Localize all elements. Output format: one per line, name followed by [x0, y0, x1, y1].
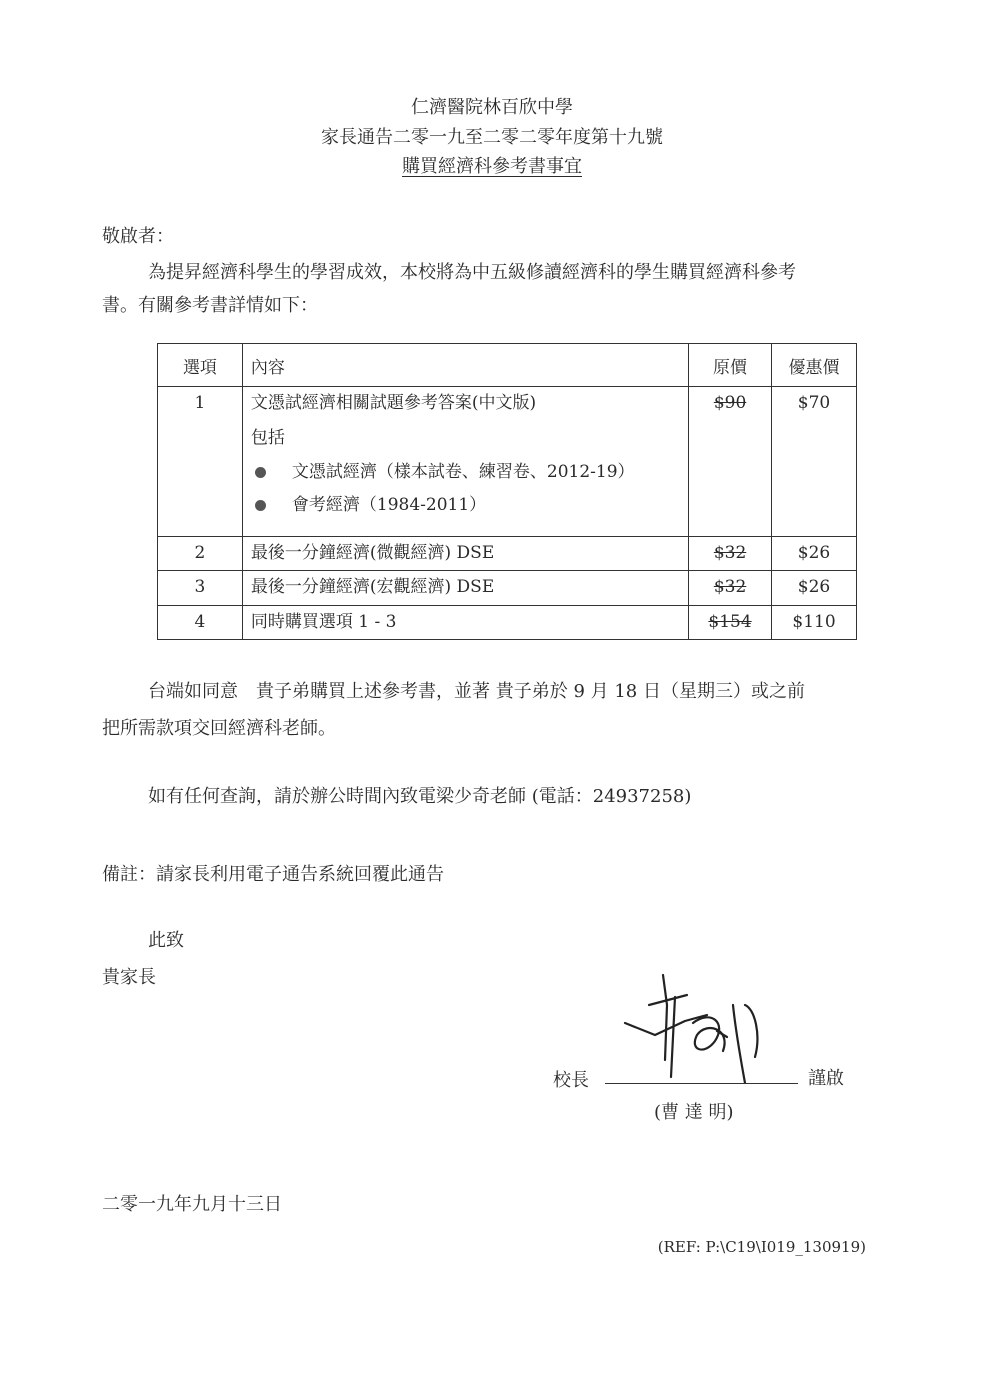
row-title: 文憑試經濟相關試題參考答案(中文版)	[250, 393, 537, 413]
handwritten-signature	[615, 965, 775, 1095]
intro-line-2: 書。有關參考書詳情如下：	[102, 295, 318, 316]
reference-book-table	[157, 343, 857, 640]
signatory-title: 校長	[553, 1070, 589, 1091]
row-content: 同時購買選項 1 - 3	[242, 605, 688, 639]
reference-code: (REF: P:\C19\I019_130919)	[657, 1238, 866, 1256]
original-price-strikethrough: $90	[713, 393, 747, 413]
consent-line-2: 把所需款項交回經濟科老師。	[102, 718, 336, 739]
header-original-price: 原價	[689, 344, 772, 387]
closing-line-1: 此致	[148, 930, 184, 951]
school-name: 仁濟醫院林百欣中學	[411, 97, 573, 118]
original-price-strikethrough: $32	[713, 543, 747, 563]
row-option: 4	[158, 605, 243, 639]
row-discount-price: $26	[772, 571, 857, 605]
row-discount-price: $26	[772, 537, 857, 571]
consent-line-1: 台端如同意 貴子弟購買上述參考書，並著 貴子弟於 9 月 18 日（星期三）或之前	[148, 681, 805, 702]
notice-date: 二零一九年九月十三日	[102, 1194, 282, 1215]
bullet-text: 會考經濟（1984-2011）	[291, 494, 487, 515]
enquiry-text: 如有任何查詢，請於辦公時間內致電梁少奇老師 (電話：24937258)	[148, 786, 692, 807]
includes-label: 包括	[250, 428, 285, 449]
bullet-icon	[255, 500, 266, 511]
list-item	[251, 495, 680, 516]
table-row	[158, 605, 857, 639]
table-row	[158, 571, 857, 605]
row-content	[242, 387, 688, 537]
header-discount-price: 優惠價	[772, 344, 857, 387]
header-content: 內容	[242, 344, 688, 387]
row-original-price	[689, 387, 772, 537]
original-price-strikethrough: $154	[708, 611, 752, 632]
subject-wrap	[0, 152, 984, 178]
row-discount-price: $70	[772, 387, 857, 537]
row-option: 1	[158, 387, 243, 537]
bullet-text: 文憑試經濟（樣本試卷、練習卷、2012-19）	[291, 461, 635, 482]
row-content: 最後一分鐘經濟(宏觀經濟) DSE	[242, 571, 688, 605]
list-item	[251, 462, 680, 483]
signatory-name: (曹 達 明)	[654, 1102, 734, 1123]
row-content: 最後一分鐘經濟(微觀經濟) DSE	[242, 537, 688, 571]
row-option: 2	[158, 537, 243, 571]
notice-subject: 購買經濟科參考書事宜	[402, 156, 582, 177]
salutation: 敬啟者：	[102, 226, 174, 247]
notice-number: 家長通告二零一九至二零二零年度第十九號	[321, 127, 663, 148]
table-header-row	[158, 344, 857, 387]
remark-text: 備註：請家長利用電子通告系統回覆此通告	[102, 864, 444, 885]
signature-line	[605, 1083, 798, 1084]
row-option: 3	[158, 571, 243, 605]
row-original-price	[689, 605, 772, 639]
table-row	[158, 387, 857, 537]
original-price-strikethrough: $32	[713, 577, 747, 598]
row-discount-price: $110	[772, 605, 857, 639]
header-option: 選項	[158, 344, 243, 387]
table-row	[158, 537, 857, 571]
row-original-price	[689, 571, 772, 605]
respectfully-text: 謹啟	[808, 1068, 844, 1089]
bullet-icon	[255, 467, 266, 478]
closing-line-2: 貴家長	[102, 967, 156, 988]
intro-line-1: 為提昇經濟科學生的學習成效，本校將為中五級修讀經濟科的學生購買經濟科參考	[148, 262, 796, 283]
row-original-price	[689, 537, 772, 571]
